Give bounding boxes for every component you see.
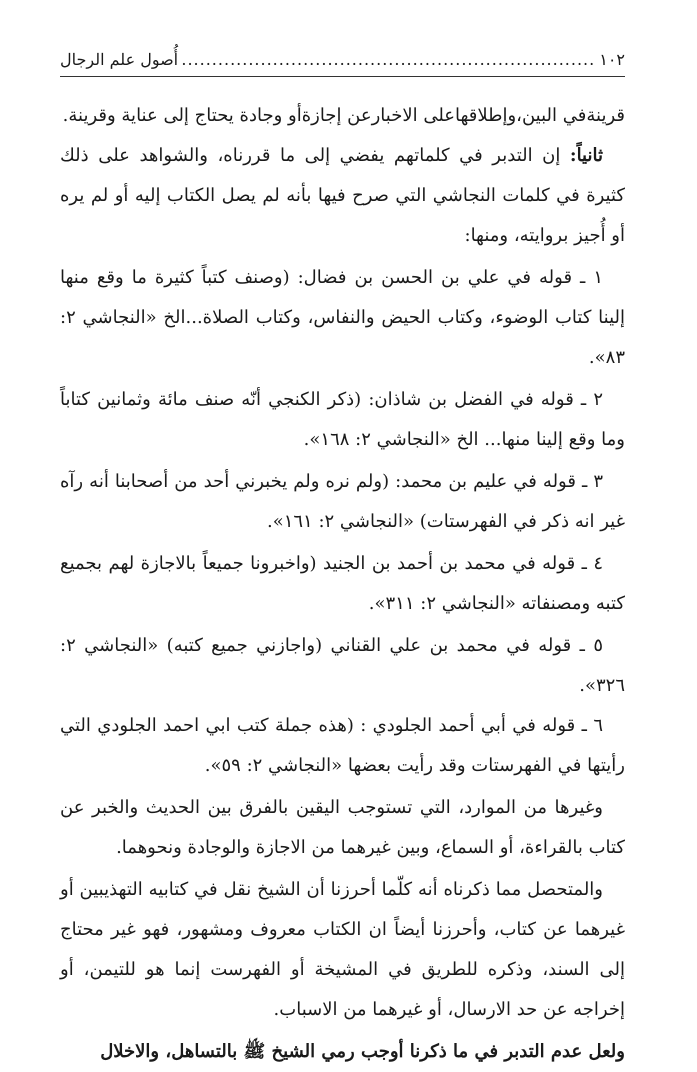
paragraph-text: ٢ ـ قوله في الفضل بن شاذان: (ذكر الكنجي أنّه صنف مائة وثمانين كتاباً وما وقع إلينا منها... الخ «النجاشي ٢: ١٦٨». [60, 389, 625, 450]
paragraph [60, 626, 625, 706]
paragraph [60, 706, 625, 786]
page-body [60, 96, 625, 1072]
paragraph-text: وغيرها من الموارد، التي تستوجب اليقين بالفرق بين الحديث والخبر عن كتاب بالقراءة، أو السماع، وبين غيرهما من الاجازة والوجادة ونحوهما. [60, 797, 625, 858]
paragraph-text: قرينةفي البين،وإطلاقهاعلى الاخبارعن إجازةأو وجادة يحتاج إلى عناية وقرينة. [62, 105, 625, 126]
paragraph [60, 1032, 625, 1072]
paragraph [60, 96, 625, 136]
header-rule [60, 76, 625, 77]
header-leader-dots [182, 50, 595, 69]
paragraph [60, 544, 625, 624]
page-header [60, 44, 625, 74]
paragraph-lead: ثانياً: [569, 145, 603, 166]
paragraph-text: ولعل عدم التدبر في ما ذكرنا أوجب رمي الشيخ ﷺ بالتساهل، والاخلال [100, 1041, 625, 1062]
paragraph-text: ١ ـ قوله في علي بن الحسن بن فضال: (وصنف كتباً كثيرة ما وقع منها إلينا كتاب الوضوء، وكتاب الحيض والنفاس، وكتاب الصلاة...الخ «النجاشي ٢: ٨٣». [60, 267, 625, 368]
paragraph [60, 462, 625, 542]
paragraph [60, 136, 625, 256]
paragraph [60, 788, 625, 868]
paragraph [60, 258, 625, 378]
page-number: ١٠٢ [599, 49, 625, 69]
running-title: أُصول علم الرجال [60, 49, 179, 69]
paragraph-text: ٣ ـ قوله في عليم بن محمد: (ولم نره ولم يخبرني أحد من أصحابنا أنه رآه غير انه ذكر في الفهرستات) «النجاشي ٢: ١٦١». [60, 471, 625, 532]
paragraph-text: والمتحصل مما ذكرناه أنه كلّما أحرزنا أن الشيخ نقل في كتابيه التهذيبين أو غيرهما عن كتاب، وأحرزنا أيضاً ان الكتاب معروف ومشهور، فهو غير محتاج إلى السند، وذكره للطريق في المشيخة أو الفهرست إنما هو للتيمن، أو إخراجه عن حد الارسال، أو غيرهما من الاسباب. [60, 879, 625, 1020]
paragraph-text: إن التدبر في كلماتهم يفضي إلى ما قررناه، والشواهد على ذلك كثيرة في كلمات النجاشي التي صرح فيها بأنه لم يصل الكتاب إليه أو لم يره أو أُجيز بروايته، ومنها: [60, 145, 625, 246]
paragraph [60, 870, 625, 1030]
paragraph [60, 380, 625, 460]
paragraph-text: ٦ ـ قوله في أبي أحمد الجلودي : (هذه جملة كتب ابي احمد الجلودي التي رأيتها في الفهرستات وقد رأيت بعضها «النجاشي ٢: ٥٩». [60, 715, 625, 776]
paragraph-text: ٤ ـ قوله في محمد بن أحمد بن الجنيد (واخبرونا جميعاً بالاجازة لهم بجميع كتبه ومصنفاته «النجاشي ٢: ٣١١». [60, 553, 625, 614]
paragraph-text: ٥ ـ قوله في محمد بن علي القناني (واجازني جميع كتبه) «النجاشي ٢: ٣٢٦». [60, 635, 625, 696]
